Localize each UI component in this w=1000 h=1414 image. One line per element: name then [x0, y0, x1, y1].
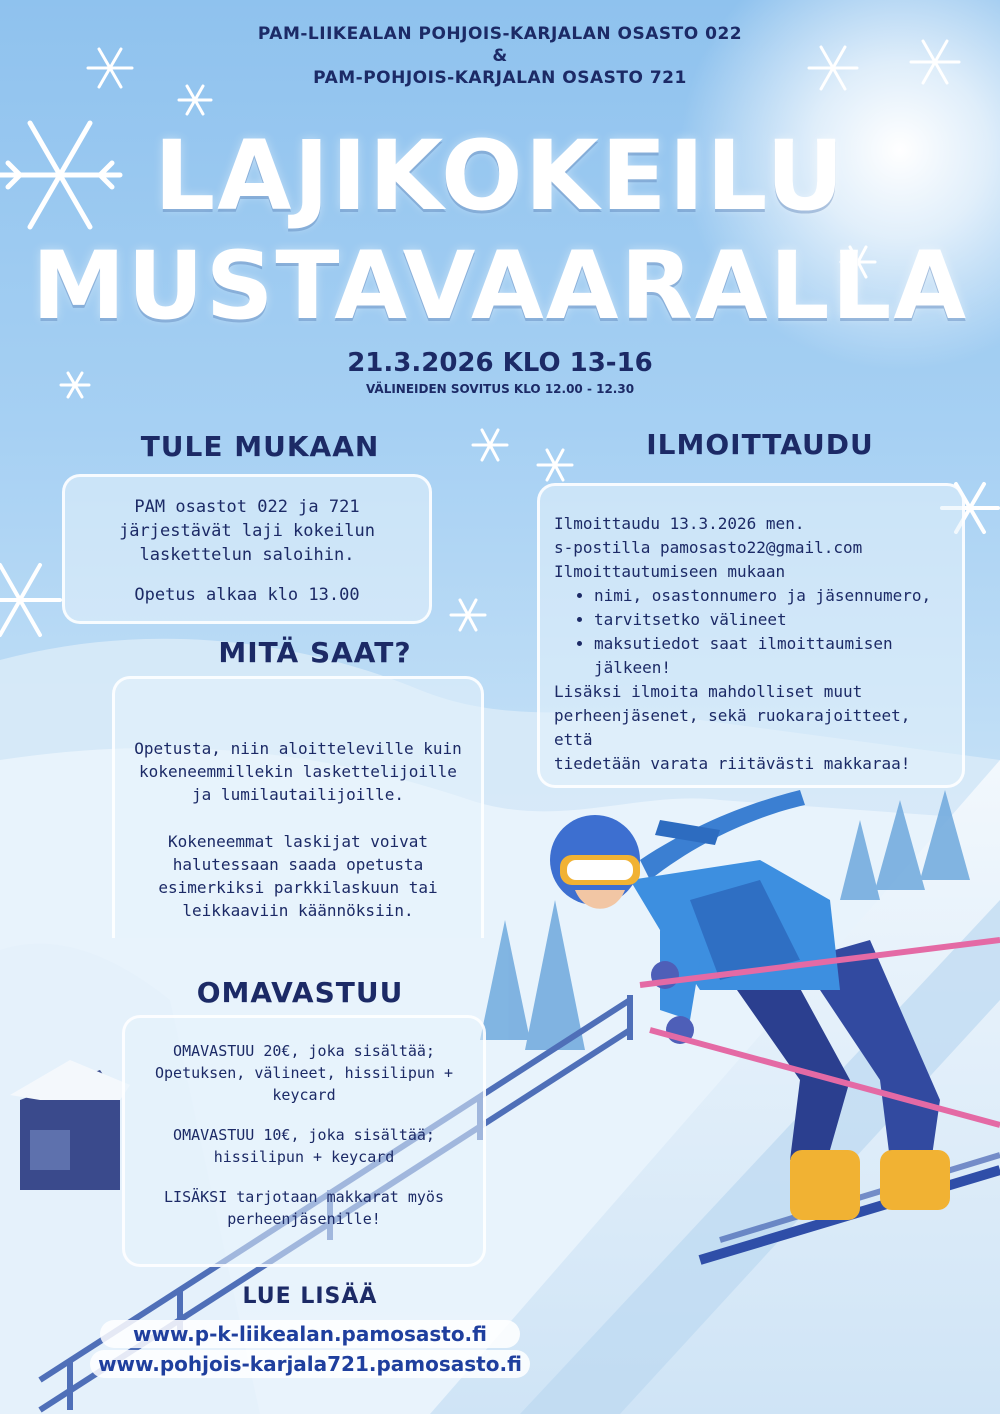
tule-mukaan-line-3: laskettelun saloihin. [139, 545, 355, 565]
ilmoittaudu-line-6: tiedetään varata riitävästi makkaraa! [554, 754, 911, 773]
omavastuu-line: keycard [272, 1086, 336, 1104]
equipment-fitting-time: VÄLINEIDEN SOVITUS KLO 12.00 - 12.30 [365, 382, 635, 396]
org-ampersand: & [492, 46, 508, 66]
ilmoittaudu-bullet: • tarvitsetko välineet [594, 608, 954, 632]
omavastuu-line: OMAVASTUU 20€, joka sisältää; [173, 1042, 435, 1060]
org-line-1: PAM-LIIKEALAN POHJOIS-KARJALAN OSASTO 022 [257, 24, 743, 44]
mita-saat-line: leikkaaviin käännöksiin. [182, 901, 414, 920]
mita-saat-line: kokeneemmillekin laskettelijoille [139, 762, 457, 781]
org-line-2: PAM-POHJOIS-KARJALAN OSASTO 721 [313, 68, 687, 88]
heading-tule-mukaan: TULE MUKAAN [140, 430, 380, 463]
omavastuu-line: hissilipun + keycard [213, 1148, 395, 1166]
link-p-k-liikealan[interactable]: www.p-k-liikealan.pamosasto.fi [100, 1320, 520, 1348]
ilmoittaudu-line-1: Ilmoittaudu 13.3.2026 men. [554, 514, 805, 533]
mita-saat-line: halutessaan saada opetusta [172, 855, 424, 874]
mita-saat-line: Opetusta, niin aloitteleville kuin [134, 739, 462, 758]
ilmoittaudu-bullets [554, 584, 954, 680]
link-pohjois-karjala721[interactable]: www.pohjois-karjala721.pamosasto.fi [90, 1350, 530, 1378]
tule-mukaan-line-4: Opetus alkaa klo 13.00 [134, 585, 360, 605]
heading-ilmoittaudu: ILMOITTAUDU [646, 428, 874, 461]
card-ilmoittaudu [537, 483, 965, 788]
ilmoittaudu-line-3: Ilmoittautumiseen mukaan [554, 562, 786, 581]
title-line-2: MUSTAVAARALLA [31, 232, 969, 341]
omavastuu-line: OMAVASTUU 10€, joka sisältää; [173, 1126, 435, 1144]
mita-saat-line: ja lumilautailijoille. [192, 785, 404, 804]
omavastuu-line: perheenjäsenille! [227, 1210, 381, 1228]
card-mita-saat [112, 676, 484, 938]
ilmoittaudu-bullet: • nimi, osastonnumero ja jäsennumero, [594, 584, 954, 608]
tule-mukaan-line-2: järjestävät laji kokeilun [119, 521, 375, 541]
title-line-1: LAJIKOKEILU [154, 120, 846, 232]
heading-lue-lisaa: LUE LISÄÄ [242, 1284, 378, 1309]
ilmoittaudu-bullet: • maksutiedot saat ilmoittaumisen jälkeen! [594, 632, 954, 680]
mita-saat-line: esimerkiksi parkkilaskuun tai [158, 878, 438, 897]
card-tule-mukaan [62, 474, 432, 624]
tule-mukaan-line-1: PAM osastot 022 ja 721 [134, 497, 360, 517]
omavastuu-line: LISÄKSI tarjotaan makkarat myös [164, 1188, 444, 1206]
mita-saat-line: Kokeneemmat laskijat voivat [167, 832, 429, 851]
omavastuu-line: Opetuksen, välineet, hissilipun + [154, 1064, 453, 1082]
event-date: 21.3.2026 KLO 13-16 [347, 348, 653, 378]
ilmoittaudu-line-4: Lisäksi ilmoita mahdolliset muut [554, 682, 863, 701]
heading-omavastuu: OMAVASTUU [196, 976, 404, 1009]
heading-mita-saat: MITÄ SAAT? [218, 636, 412, 669]
card-omavastuu [122, 1015, 486, 1267]
ilmoittaudu-line-5: perheenjäsenet, sekä ruokarajoitteet, että [554, 706, 911, 749]
ilmoittaudu-email-line: s-postilla pamosasto22@gmail.com [554, 538, 863, 557]
